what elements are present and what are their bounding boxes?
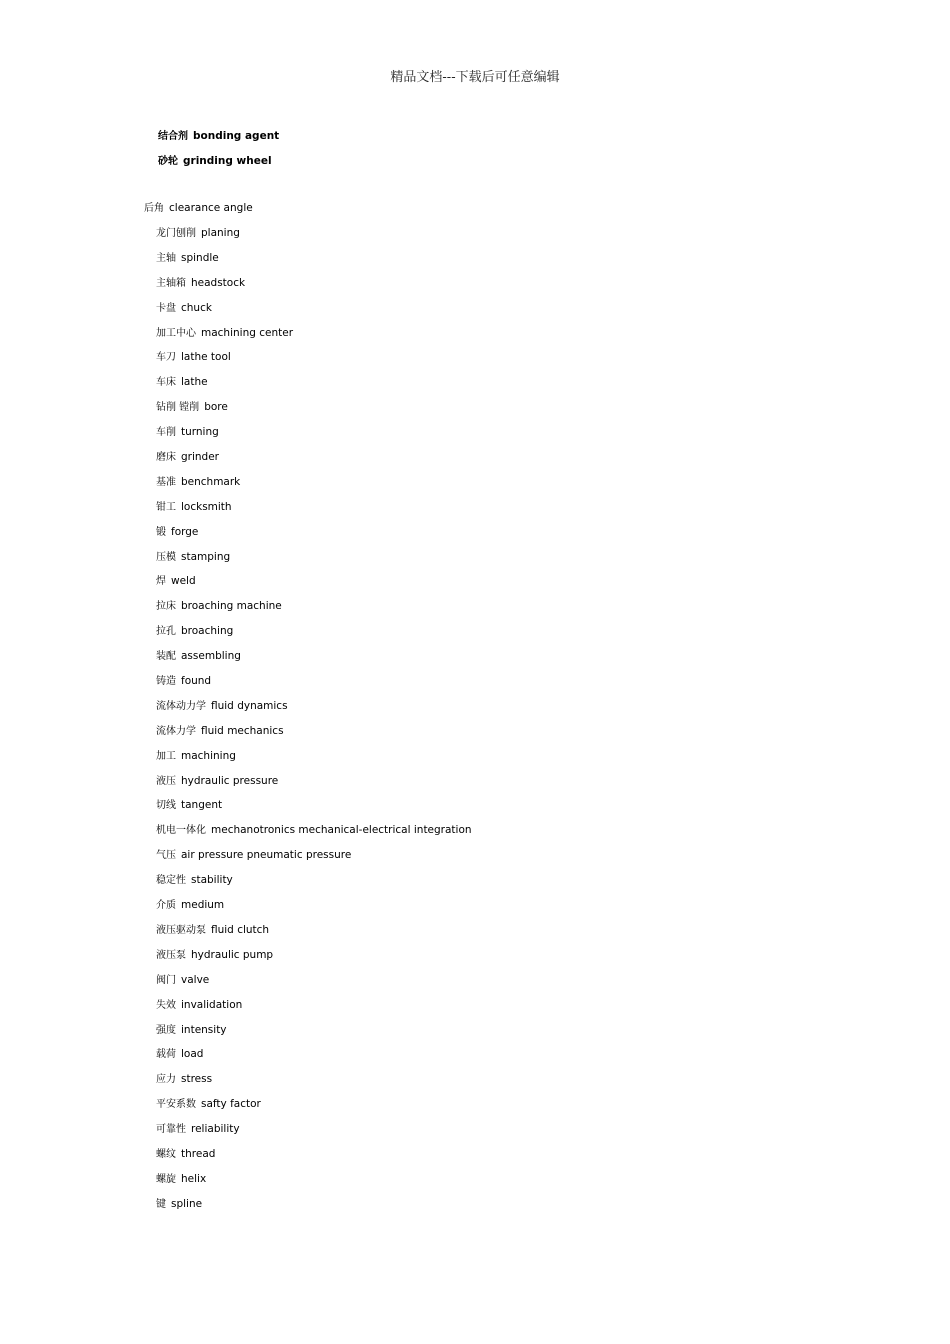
term-chinese: 龙门刨削	[156, 228, 196, 239]
term-row	[156, 500, 472, 525]
term-english: lathe	[181, 376, 208, 389]
term-english: helix	[181, 1172, 207, 1185]
term-english: invalidation	[181, 998, 243, 1011]
term-chinese: 压模	[156, 551, 176, 563]
term-english: weld	[171, 575, 196, 588]
term-chinese: 加工中心	[156, 327, 196, 339]
term-row	[156, 400, 472, 425]
term-chinese: 后角	[144, 203, 164, 214]
term-row	[156, 973, 472, 998]
term-row	[156, 798, 472, 823]
first-term-row	[144, 201, 253, 216]
term-english: stress	[181, 1073, 213, 1086]
term-chinese: 车床	[156, 377, 176, 389]
term-row	[156, 749, 472, 774]
term-chinese: 稳定性	[156, 875, 186, 887]
term-row	[156, 1172, 472, 1197]
term-chinese: 钳工	[156, 501, 176, 513]
term-chinese: 主轴箱	[156, 277, 186, 289]
term-chinese: 结合剂	[158, 131, 188, 142]
term-row	[156, 724, 472, 749]
term-chinese: 流体动力学	[156, 700, 206, 712]
term-english: safty factor	[201, 1098, 261, 1111]
term-row	[156, 1147, 472, 1172]
term-row	[156, 1072, 472, 1097]
term-english: grinding wheel	[183, 155, 272, 167]
term-chinese: 介质	[156, 900, 176, 912]
term-english: found	[181, 675, 212, 688]
term-english: tangent	[181, 799, 223, 812]
term-row	[156, 425, 472, 450]
term-row	[156, 774, 472, 799]
term-chinese: 液压	[156, 775, 176, 787]
bold-term-row	[158, 129, 279, 154]
term-chinese: 主轴	[156, 252, 176, 264]
term-chinese: 载荷	[156, 1049, 176, 1061]
term-row	[156, 998, 472, 1023]
term-chinese: 流体力学	[156, 725, 196, 737]
term-chinese: 螺纹	[156, 1148, 176, 1160]
term-english: thread	[181, 1147, 216, 1160]
term-english: machining center	[201, 326, 294, 339]
term-chinese: 螺旋	[156, 1173, 176, 1185]
term-row	[156, 550, 472, 575]
term-english: spindle	[181, 251, 219, 264]
term-english: hydraulic pressure	[181, 774, 279, 787]
term-chinese: 装配	[156, 651, 176, 663]
term-row	[156, 948, 472, 973]
term-row	[156, 375, 472, 400]
term-row	[156, 574, 472, 599]
term-chinese: 基准	[156, 476, 176, 488]
term-row	[156, 848, 472, 873]
term-english: fluid clutch	[211, 923, 270, 936]
page-header: 精品文档---下载后可任意编辑	[390, 70, 560, 85]
term-row	[156, 1197, 472, 1222]
term-english: chuck	[181, 301, 212, 314]
term-chinese: 可靠性	[156, 1124, 186, 1136]
term-row	[156, 1097, 472, 1122]
term-english: reliability	[191, 1123, 240, 1136]
term-english: stamping	[181, 550, 231, 563]
term-english: hydraulic pump	[191, 948, 274, 961]
term-row	[156, 674, 472, 699]
term-row	[156, 873, 472, 898]
term-row	[156, 823, 472, 848]
term-english: medium	[181, 899, 225, 912]
term-english: lathe tool	[181, 351, 231, 364]
term-chinese: 锻	[156, 526, 166, 538]
bold-term-block	[158, 129, 279, 179]
term-english: locksmith	[181, 500, 232, 513]
term-chinese: 铸造	[156, 676, 176, 688]
term-row	[156, 326, 472, 351]
term-chinese: 液压泵	[156, 949, 186, 961]
term-english: machining	[181, 749, 236, 762]
term-english: stability	[191, 874, 233, 887]
term-row	[156, 923, 472, 948]
term-chinese: 加工	[156, 750, 176, 762]
term-row	[156, 649, 472, 674]
bold-term-row	[158, 154, 279, 179]
term-english: clearance angle	[169, 202, 253, 214]
term-row	[156, 1047, 472, 1072]
term-row	[156, 525, 472, 550]
term-chinese: 阀门	[156, 974, 176, 986]
term-english: forge	[171, 525, 199, 538]
term-english: assembling	[181, 650, 241, 663]
term-row	[156, 251, 472, 276]
term-chinese: 拉孔	[156, 626, 176, 638]
term-chinese: 拉床	[156, 601, 176, 613]
term-english: mechanotronics mechanical-electrical integration	[211, 824, 472, 837]
term-english: spline	[171, 1197, 203, 1210]
term-row	[156, 599, 472, 624]
term-english: headstock	[191, 276, 246, 289]
term-chinese: 液压驱动泵	[156, 924, 206, 936]
term-english: bore	[204, 401, 228, 414]
term-row	[156, 624, 472, 649]
term-english: grinder	[181, 451, 219, 464]
term-row	[156, 1122, 472, 1147]
term-english: fluid mechanics	[201, 724, 284, 737]
term-chinese: 车削	[156, 427, 176, 439]
term-row	[156, 1023, 472, 1048]
term-chinese: 键	[156, 1198, 166, 1210]
term-row	[156, 699, 472, 724]
term-list	[156, 226, 472, 1222]
term-english: fluid dynamics	[211, 699, 288, 712]
term-english: turning	[181, 426, 219, 439]
term-chinese: 砂轮	[158, 156, 178, 167]
term-chinese: 车刀	[156, 352, 176, 364]
term-english: bonding agent	[193, 130, 280, 142]
term-row	[156, 226, 472, 251]
term-chinese: 应力	[156, 1074, 176, 1086]
term-row	[156, 898, 472, 923]
term-english: planing	[201, 227, 240, 239]
term-row	[156, 301, 472, 326]
term-chinese: 气压	[156, 850, 176, 862]
term-chinese: 卡盘	[156, 302, 176, 314]
term-chinese: 失效	[156, 999, 176, 1011]
term-english: load	[181, 1048, 204, 1061]
term-chinese: 钻削 镗削	[156, 402, 200, 414]
term-row	[156, 350, 472, 375]
term-row	[156, 450, 472, 475]
term-row	[156, 475, 472, 500]
term-chinese: 强度	[156, 1024, 176, 1036]
term-chinese: 切线	[156, 800, 176, 812]
term-english: benchmark	[181, 475, 241, 488]
term-english: broaching	[181, 625, 234, 638]
term-chinese: 机电一体化	[156, 825, 206, 837]
term-english: intensity	[181, 1023, 227, 1036]
term-chinese: 磨床	[156, 452, 176, 464]
term-chinese: 平安系数	[156, 1099, 196, 1111]
term-row	[156, 276, 472, 301]
term-english: air pressure pneumatic pressure	[181, 849, 352, 862]
term-chinese: 焊	[156, 576, 166, 588]
term-english: valve	[181, 973, 210, 986]
term-english: broaching machine	[181, 600, 282, 613]
